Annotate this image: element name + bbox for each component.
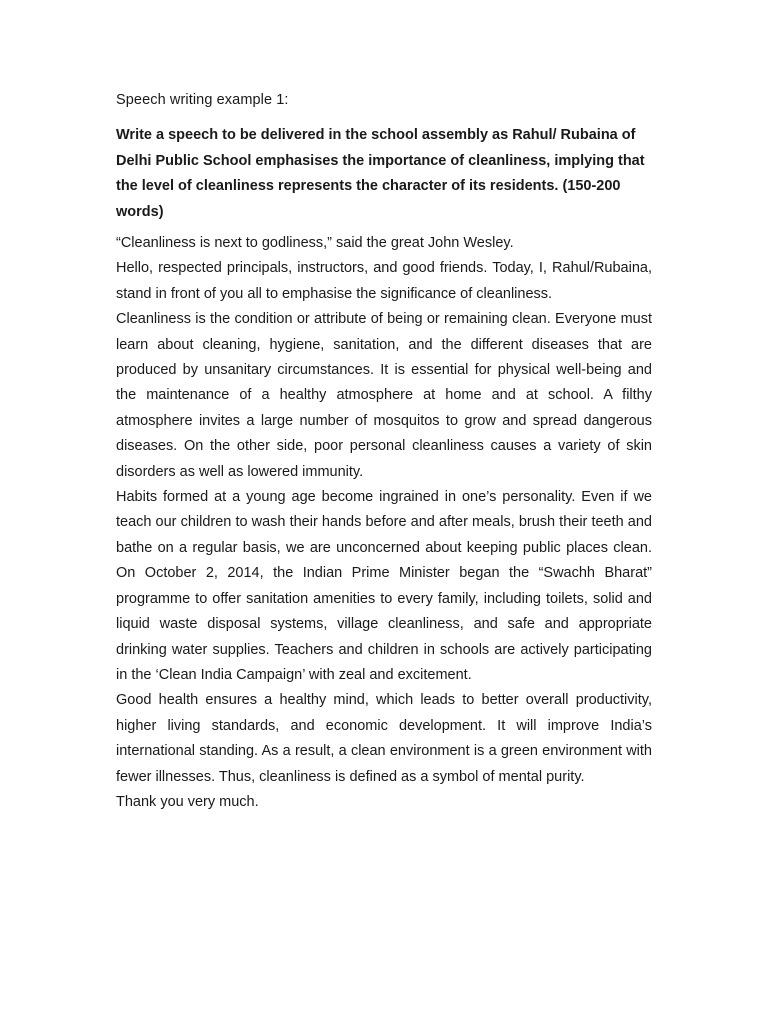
paragraph-habits: Habits formed at a young age become ingrained in one’s personality. Even if we teach our children to wash their hands before and after meals, brush their teeth and bathe on a regular basis, we are unconcerned about keeping public places clean. On October 2, 2014, the Indian Prime Minister began the “Swachh Bharat” programme to offer sanitation amenities to every family, including toilets, solid and liquid waste disposal systems, village cleanliness, and safe and appropriate drinking water supplies. Teachers and children in schools are actively participating in the ‘Clean India Campaign’ with zeal and excitement. [116, 489, 652, 683]
paragraph-definition: Cleanliness is the condition or attribute of being or remaining clean. Everyone must learn about cleaning, hygiene, sanitation, and the different diseases that are produced by unsanitary circumstances. It is essential for physical well-being and the maintenance of a healthy atmosphere at home and at school. A filthy atmosphere invites a large number of mosquitos to grow and spread dangerous diseases. On the other side, poor personal cleanliness causes a variety of skin disorders as well as lowered immunity. [116, 311, 652, 480]
document-page [116, 89, 652, 815]
paragraph-closing: Thank you very much. [116, 793, 259, 810]
speech-question: Write a speech to be delivered in the school assembly as Rahul/ Rubaina of Delhi Public School emphasises the importance of cleanliness, implying that the level of cleanliness represents the character of its residents. (150-200 words) [116, 127, 645, 220]
paragraph-greeting: Hello, respected principals, instructors, and good friends. Today, I, Rahul/Rubaina, stand in front of you all to emphasise the significance of cleanliness. [116, 260, 652, 302]
paragraph-quote: “Cleanliness is next to godliness,” said the great John Wesley. [116, 235, 514, 251]
paragraph-health: Good health ensures a healthy mind, which leads to better overall productivity, higher living standards, and economic development. It will improve India’s international standing. As a result, a clean environment is a green environment with fewer illnesses. Thus, cleanliness is defined as a symbol of mental purity. [116, 692, 652, 785]
example-heading: Speech writing example 1: [116, 92, 289, 108]
